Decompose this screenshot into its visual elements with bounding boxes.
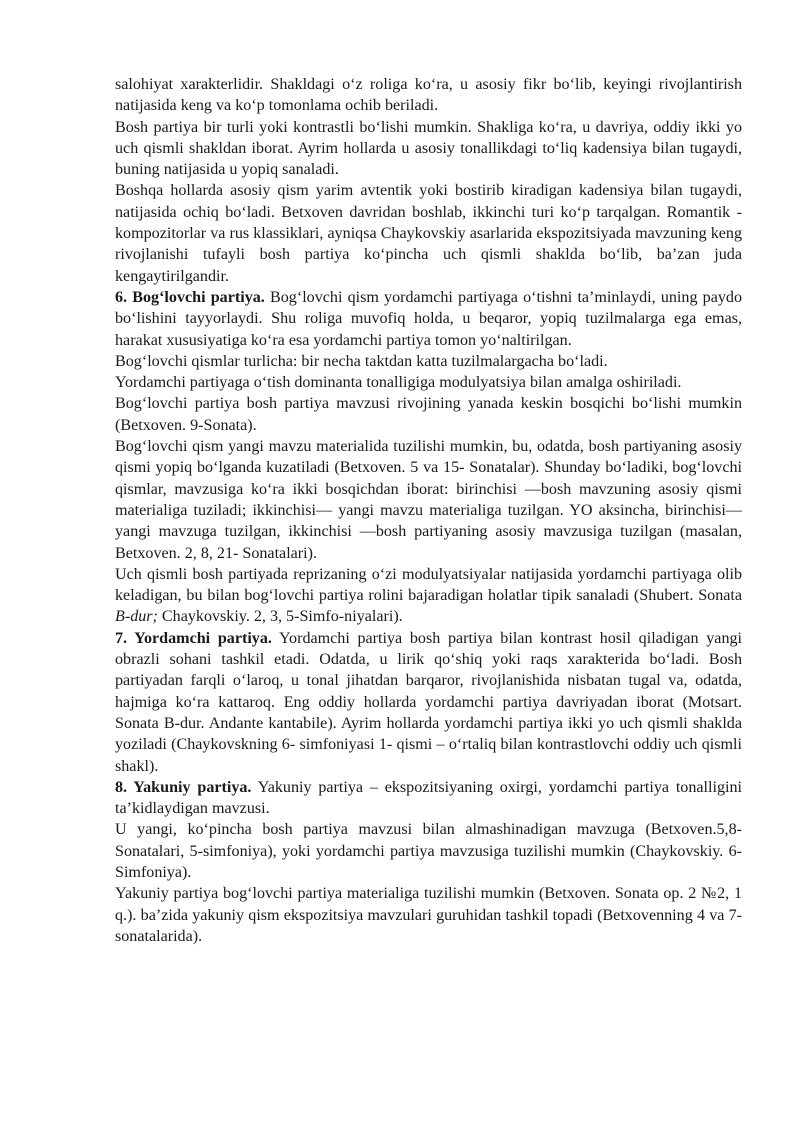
section-heading-7: 7. Yordamchi partiya.: [115, 629, 272, 647]
paragraph-text: Bog‘lovchi qismlar turlicha: bir necha taktdan katta tuzilmalargacha bo‘ladi.: [115, 352, 608, 370]
paragraph-text: U yangi, ko‘pincha bosh partiya mavzusi bilan almashinadigan mavzuga (Betxoven.5,8- Sonatalari, 5-simfoniya), yoki yordamchi partiya mavzusiga tuzilishi mumkin (Chaykovskiy. 6- Simfoniya).: [115, 821, 742, 881]
section-heading-8: 8. Yakuniy partiya.: [115, 778, 252, 796]
paragraph-text: Boshqa hollarda asosiy qism yarim avtentik yoki bostirib kiradigan kadensiya bilan tugaydi, natijasida ochiq bo‘ladi. Betxoven davridan boshlab, ikkinchi turi ko‘p tarqalgan. Romantik - kompozitorlar va rus klassiklari, ayniqsa Chaykovskiy asarlarida ekspozitsiyada mavzuning keng rivojlanishi tufayli bosh partiya ko‘pincha uch qismli shaklda bo‘lib, ba’zan juda kengaytirilgandir.: [115, 182, 742, 285]
paragraph-1: [115, 74, 742, 117]
paragraph-3: [115, 180, 742, 286]
paragraph-4: [115, 287, 742, 351]
paragraph-text: salohiyat xarakterlidir. Shakldagi o‘z roliga ko‘ra, u asosiy fikr bo‘lib, keyingi rivojlantirish natijasida keng va ko‘p tomonlama ochib beriladi.: [115, 76, 742, 115]
paragraph-text: Uch qismli bosh partiyada reprizaning o‘zi modulyatsiyalar natijasida yordamchi partiyaga olib keladigan, bu bilan bog‘lovchi partiya rolini bajaradigan holatlar tipik sanaladi (Shubert. Sonata: [115, 565, 742, 605]
paragraph-10: [115, 628, 742, 777]
paragraph-text: Yakuniy partiya bog‘lovchi partiya materialiga tuzilishi mumkin (Betxoven. Sonata op. 2 №2, 1 q.). ba’zida yakuniy qism ekspozitsiya mavzulari guruhidan tashkil topadi (Betxovenning 4 va 7- sonatalarida).: [115, 885, 742, 945]
paragraph-text: Bosh partiya bir turli yoki kontrastli bo‘lishi mumkin. Shakliga ko‘ra, u davriya, oddiy ikki yo uch qismli shakldan iborat. Ayrim hollarda u asosiy tonallikdagi to‘liq kadensiya bilan tugaydi, buning natijasida u yopiq sanaladi.: [115, 118, 742, 179]
paragraph-11: [115, 777, 742, 820]
paragraph-9: [115, 564, 742, 628]
paragraph-7: [115, 393, 742, 436]
paragraph-text: Chaykovskiy. 2, 3, 5-Simfo-niyalari).: [157, 608, 403, 626]
paragraph-8: [115, 436, 742, 564]
paragraph-text: Yakuniy partiya – ekspozitsiyaning oxirgi, yordamchi partiya tonalligini ta’kidlaydigan mavzusi.: [115, 778, 742, 818]
paragraph-text: Bog‘lovchi qism yordamchi partiyaga o‘tishni ta’minlaydi, uning paydo bo‘lishini tayyorlaydi. Shu roliga muvofiq holda, u beqaror, yopiq tuzilmalarga ega emas, harakat xususiyatiga ko‘ra esa yordamchi partiya tomon yo‘naltirilgan.: [115, 288, 742, 349]
paragraph-13: [115, 883, 742, 947]
paragraph-2: [115, 117, 742, 181]
document-page: [115, 74, 742, 947]
paragraph-text: Bog‘lovchi qism yangi mavzu materialida tuzilishi mumkin, bu, odatda, bosh partiyaning asosiy qismi yopiq bo‘lganda kuzatiladi (Betxoven. 5 va 15- Sonatalar). Shunday bo‘ladiki, bog‘lovchi qismlar, mavzusiga ko‘ra ikki bosqichdan iborat: birinchisi —bosh mavzuning asosiy qismi materialiga tuziladi; ikkinchisi— yangi mavzu materialiga tuzilgan. YO aksincha, birinchisi— yangi mavzuga tuzilgan, ikkinchisi —bosh partiyaning asosiy mavzusiga tuzilgan (masalan, Betxoven. 2, 8, 21- Sonatalari).: [115, 438, 742, 562]
paragraph-6: [115, 372, 742, 393]
paragraph-12: [115, 819, 742, 883]
italic-key: B-dur;: [115, 608, 158, 626]
paragraph-text: Bog‘lovchi partiya bosh partiya mavzusi rivojining yanada keskin bosqichi bo‘lishi mumkin (Betxoven. 9-Sonata).: [115, 395, 742, 434]
section-heading-6: 6. Bog‘lovchi partiya.: [115, 288, 265, 306]
paragraph-text: Yordamchi partiya bosh partiya bilan kontrast hosil qiladigan yangi obrazli sohani tashkil etadi. Odatda, u lirik qo‘shiq yoki raqs xarakterida bo‘ladi. Bosh partiyadan farqli o‘laroq, u tonal jihatdan barqaror, rivojlanishida nisbatan tugal va, odatda, hajmiga ko‘ra kattaroq. Eng oddiy hollarda yordamchi partiya davriyadan iborat (Motsart. Sonata B-dur. Andante kantabile). Ayrim hollarda yordamchi partiya ikki yo uch qismli shaklda yoziladi (Chaykovskning 6- simfoniyasi 1- qismi – o‘rtaliq bilan kontrastlovchi oddiy uch qismli shakl).: [115, 629, 743, 775]
paragraph-text: Yordamchi partiyaga o‘tish dominanta tonalligiga modulyatsiya bilan amalga oshiriladi.: [115, 374, 682, 392]
paragraph-5: [115, 351, 742, 372]
